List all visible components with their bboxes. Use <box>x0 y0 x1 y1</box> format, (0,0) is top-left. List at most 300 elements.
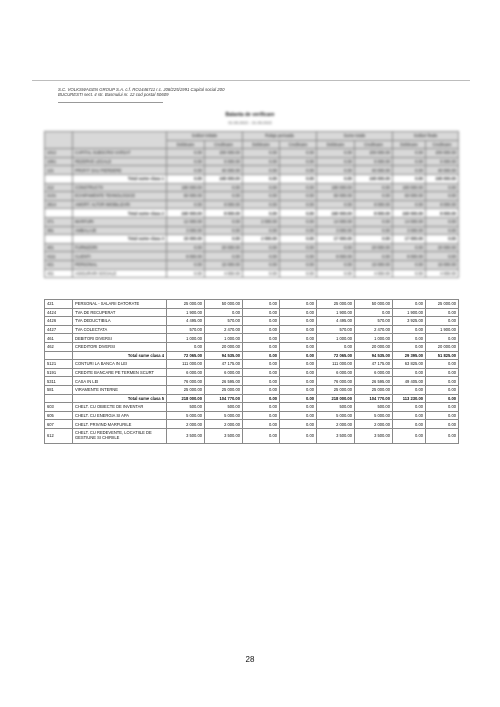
amount-cell: 6 000.00 <box>205 368 243 377</box>
amount-cell: 0.00 <box>243 360 280 369</box>
amount-cell: 0.00 <box>280 235 317 244</box>
amount-cell: 14 000.00 <box>317 217 355 226</box>
account-name-cell: CONTURI LA BANCA IN LEI <box>73 360 167 369</box>
amount-cell: 0.00 <box>393 368 426 377</box>
class-total-row <box>45 235 459 244</box>
amount-cell: 2 470.00 <box>355 325 393 334</box>
amount-cell: 0.00 <box>205 235 243 244</box>
amount-cell: 245 000.00 <box>205 174 243 183</box>
document-title: Balanta de verificare <box>225 112 275 118</box>
subheader: Debitoare <box>167 140 205 149</box>
amount-cell: 0.00 <box>280 166 317 175</box>
amount-cell: 200 000.00 <box>205 149 243 158</box>
amount-cell: 0.00 <box>393 149 426 158</box>
amount-cell: 8 000.00 <box>426 200 459 209</box>
amount-cell: 0.00 <box>355 308 393 317</box>
amount-cell: 8 000.00 <box>205 209 243 218</box>
amount-cell: 200 000.00 <box>355 149 393 158</box>
account-cell: 212 <box>45 183 73 192</box>
amount-cell: 2 000.00 <box>205 420 243 429</box>
amount-cell: 1 900.00 <box>317 308 355 317</box>
amount-cell: 570.00 <box>167 325 205 334</box>
amount-cell: 0.00 <box>355 192 393 201</box>
amount-cell: 8 000.00 <box>355 200 393 209</box>
table-row <box>45 368 459 377</box>
amount-cell: 0.00 <box>280 377 317 386</box>
amount-cell: 0.00 <box>280 252 317 261</box>
amount-cell: 25 000.00 <box>317 385 355 394</box>
account-cell: 371 <box>45 217 73 226</box>
account-name-cell: CHELT. CU OBIECTE DE INVENTAR <box>73 403 167 412</box>
amount-cell: 0.00 <box>426 411 459 420</box>
table-row <box>45 325 459 334</box>
amount-cell: 14 000.00 <box>393 217 426 226</box>
amount-cell: 0.00 <box>243 269 280 278</box>
account-name-cell: PERSONAL - SALARII DATORATE <box>73 300 167 309</box>
blurred-ledger-table <box>44 131 459 278</box>
amount-cell: 20 000.00 <box>355 243 393 252</box>
amount-cell: 26 595.00 <box>355 377 393 386</box>
amount-cell: 104 770.00 <box>205 394 243 403</box>
account-name-cell: PERSONAL <box>73 260 167 269</box>
amount-cell: 6 000.00 <box>355 368 393 377</box>
amount-cell: 0.00 <box>243 300 280 309</box>
document-period: 01.05.2022 - 31.05.2022 <box>228 120 272 125</box>
account-cell <box>45 351 73 360</box>
amount-cell: 0.00 <box>243 403 280 412</box>
amount-cell: 2 000.00 <box>355 420 393 429</box>
amount-cell: 25 000.00 <box>167 385 205 394</box>
amount-cell: 0.00 <box>355 235 393 244</box>
company-info <box>58 87 224 97</box>
amount-cell: 5 000.00 <box>355 157 393 166</box>
subheader: Creditoare <box>426 140 459 149</box>
amount-cell: 104 770.00 <box>355 394 393 403</box>
amount-cell: 245 000.00 <box>426 174 459 183</box>
amount-cell: 72 065.00 <box>167 351 205 360</box>
amount-cell: 0.00 <box>167 174 205 183</box>
amount-cell: 0.00 <box>243 385 280 394</box>
amount-cell: 17 000.00 <box>317 235 355 244</box>
amount-cell: 0.00 <box>280 217 317 226</box>
table-row <box>45 317 459 326</box>
amount-cell: 1 000.00 <box>205 334 243 343</box>
amount-cell: 0.00 <box>167 149 205 158</box>
account-cell <box>45 174 73 183</box>
column-group-row <box>45 132 459 141</box>
table-row <box>45 377 459 386</box>
table-row <box>45 420 459 429</box>
account-name-cell: ASIGURARI SOCIALE <box>73 269 167 278</box>
amount-cell: 0.00 <box>280 360 317 369</box>
amount-cell: 60 000.00 <box>317 192 355 201</box>
amount-cell: 40 000.00 <box>355 166 393 175</box>
table-row <box>45 260 459 269</box>
account-cell: 2131 <box>45 192 73 201</box>
account-name-cell: VIRAMENTE INTERNE <box>73 385 167 394</box>
class-total-label: Total sume clasa 4 <box>73 351 167 360</box>
amount-cell: 200 000.00 <box>426 149 459 158</box>
amount-cell: 76 000.00 <box>317 377 355 386</box>
table-row <box>45 360 459 369</box>
class-total-label: Total sume clasa 3 <box>73 235 167 244</box>
amount-cell: 6 000.00 <box>317 368 355 377</box>
amount-cell: 0.00 <box>280 209 317 218</box>
amount-cell: 2 000.00 <box>243 235 280 244</box>
account-name-cell: REZERVE LEGALE <box>73 157 167 166</box>
amount-cell: 0.00 <box>393 428 426 443</box>
amount-cell: 0.00 <box>280 428 317 443</box>
account-cell: 5311 <box>45 377 73 386</box>
amount-cell: 0.00 <box>243 308 280 317</box>
amount-cell: 0.00 <box>393 174 426 183</box>
amount-cell: 0.00 <box>167 342 205 351</box>
amount-cell: 0.00 <box>426 360 459 369</box>
account-name-cell: FURNIZORI <box>73 243 167 252</box>
amount-cell: 0.00 <box>317 149 355 158</box>
account-name-cell: AMBALAJE <box>73 226 167 235</box>
amount-cell: 218 000.00 <box>167 394 205 403</box>
amount-cell: 0.00 <box>426 235 459 244</box>
amount-cell: 5 000.00 <box>205 411 243 420</box>
account-cell: 4426 <box>45 317 73 326</box>
amount-cell: 245 000.00 <box>355 174 393 183</box>
amount-cell: 0.00 <box>280 403 317 412</box>
account-cell: 1012 <box>45 149 73 158</box>
account-header <box>45 132 73 149</box>
amount-cell: 0.00 <box>205 217 243 226</box>
amount-cell: 0.00 <box>243 243 280 252</box>
amount-cell: 3 000.00 <box>317 226 355 235</box>
amount-cell: 0.00 <box>393 157 426 166</box>
account-cell: 607 <box>45 420 73 429</box>
amount-cell: 6 000.00 <box>167 368 205 377</box>
amount-cell: 0.00 <box>317 260 355 269</box>
amount-cell: 0.00 <box>393 325 426 334</box>
amount-cell: 0.00 <box>243 342 280 351</box>
amount-cell: 0.00 <box>280 317 317 326</box>
amount-cell: 0.00 <box>280 351 317 360</box>
amount-cell: 60 000.00 <box>167 192 205 201</box>
amount-cell: 25 000.00 <box>426 300 459 309</box>
amount-cell: 5 000.00 <box>205 157 243 166</box>
amount-cell: 0.00 <box>355 252 393 261</box>
amount-cell: 0.00 <box>243 394 280 403</box>
amount-cell: 0.00 <box>243 317 280 326</box>
amount-cell: 0.00 <box>426 217 459 226</box>
amount-cell: 0.00 <box>355 183 393 192</box>
account-name-cell: ECHIPAMENTE TEHNOLOGICE <box>73 192 167 201</box>
amount-cell: 0.00 <box>426 368 459 377</box>
amount-cell: 240 000.00 <box>167 209 205 218</box>
amount-cell: 0.00 <box>243 174 280 183</box>
table-row <box>45 166 459 175</box>
amount-cell: 0.00 <box>243 260 280 269</box>
amount-cell: 0.00 <box>426 308 459 317</box>
amount-cell: 72 065.00 <box>317 351 355 360</box>
amount-cell: 111 000.00 <box>167 360 205 369</box>
class-total-row <box>45 394 459 403</box>
amount-cell: 570.00 <box>205 317 243 326</box>
account-name-cell: TVA COLECTATA <box>73 325 167 334</box>
account-cell: 421 <box>45 300 73 309</box>
class-total-label: Total sume clasa 2 <box>73 209 167 218</box>
subheader: Creditoare <box>280 140 317 149</box>
table-row <box>45 385 459 394</box>
amount-cell: 50 000.00 <box>355 300 393 309</box>
amount-cell: 0.00 <box>280 342 317 351</box>
amount-cell: 0.00 <box>317 269 355 278</box>
amount-cell: 1 900.00 <box>426 325 459 334</box>
subheader: Debitoare <box>243 140 280 149</box>
amount-cell: 0.00 <box>426 183 459 192</box>
account-cell: 605 <box>45 411 73 420</box>
amount-cell: 0.00 <box>243 209 280 218</box>
amount-cell: 0.00 <box>280 420 317 429</box>
amount-cell: 0.00 <box>317 166 355 175</box>
amount-cell: 0.00 <box>426 252 459 261</box>
amount-cell: 2 000.00 <box>243 217 280 226</box>
amount-cell: 4 000.00 <box>205 269 243 278</box>
amount-cell: 94 535.00 <box>355 351 393 360</box>
amount-cell: 2 000.00 <box>167 420 205 429</box>
amount-cell: 8 000.00 <box>355 209 393 218</box>
amount-cell: 0.00 <box>205 192 243 201</box>
account-name-cell: AMORT. ALTOR IMOBILIZARI <box>73 200 167 209</box>
amount-cell: 0.00 <box>393 342 426 351</box>
amount-cell: 1 900.00 <box>393 308 426 317</box>
amount-cell: 0.00 <box>243 377 280 386</box>
account-name-cell: CAPITAL SUBSCRIS VARSAT <box>73 149 167 158</box>
amount-cell: 0.00 <box>393 300 426 309</box>
amount-cell: 0.00 <box>243 157 280 166</box>
amount-cell: 0.00 <box>317 342 355 351</box>
account-name-cell: TVA DEDUCTIBILA <box>73 317 167 326</box>
column-group-header: Solduri initiale <box>167 132 243 141</box>
account-cell: 4427 <box>45 325 73 334</box>
amount-cell: 0.00 <box>243 420 280 429</box>
account-cell: 421 <box>45 260 73 269</box>
amount-cell: 0.00 <box>205 252 243 261</box>
amount-cell: 3 500.00 <box>355 428 393 443</box>
account-cell: 462 <box>45 342 73 351</box>
amount-cell: 8 000.00 <box>167 252 205 261</box>
amount-cell: 4 000.00 <box>355 269 393 278</box>
class-total-row <box>45 174 459 183</box>
amount-cell: 0.00 <box>243 334 280 343</box>
account-name-cell: CHELT. CU REDEVENTE, LOCATIILE DE GESTIUNE SI CHIRIILE <box>73 428 167 443</box>
account-cell: 581 <box>45 385 73 394</box>
amount-cell: 0.00 <box>280 308 317 317</box>
class-total-row <box>45 209 459 218</box>
account-cell: 4424 <box>45 308 73 317</box>
table-row <box>45 403 459 412</box>
table-row <box>45 226 459 235</box>
subheader: Debitoare <box>393 140 426 149</box>
amount-cell: 0.00 <box>280 411 317 420</box>
table-row <box>45 157 459 166</box>
account-cell <box>45 235 73 244</box>
amount-cell: 180 000.00 <box>317 183 355 192</box>
account-name-cell: TVA DE RECUPERAT <box>73 308 167 317</box>
amount-cell: 5 000.00 <box>317 411 355 420</box>
amount-cell: 0.00 <box>243 192 280 201</box>
amount-cell: 8 000.00 <box>205 200 243 209</box>
amount-cell: 76 000.00 <box>167 377 205 386</box>
company-line-1: S.C. VOLKSWAGEN GROUP S.A. c.f. RO1446711 r.c. J08/225/1991 Capital social 200 <box>58 87 225 92</box>
amount-cell: 60 000.00 <box>393 192 426 201</box>
table-row <box>45 334 459 343</box>
account-cell: 5191 <box>45 368 73 377</box>
amount-cell: 0.00 <box>243 411 280 420</box>
account-name-cell: CONSTRUCTII <box>73 183 167 192</box>
amount-cell: 40 000.00 <box>426 166 459 175</box>
amount-cell: 5 000.00 <box>355 411 393 420</box>
amount-cell: 0.00 <box>393 200 426 209</box>
amount-cell: 47 175.00 <box>205 360 243 369</box>
amount-cell: 111 000.00 <box>317 360 355 369</box>
amount-cell: 20 000.00 <box>205 342 243 351</box>
amount-cell: 25 000.00 <box>355 385 393 394</box>
amount-cell: 0.00 <box>280 226 317 235</box>
class-total-label: Total sume clasa 1 <box>73 174 167 183</box>
account-name-cell: CREDITE BANCARE PE TERMEN SCURT <box>73 368 167 377</box>
amount-cell: 1 900.00 <box>167 308 205 317</box>
page-number: 28 <box>245 655 255 664</box>
amount-cell: 3 500.00 <box>205 428 243 443</box>
ledger-table <box>44 299 459 444</box>
amount-cell: 0.00 <box>280 192 317 201</box>
amount-cell: 0.00 <box>243 252 280 261</box>
amount-cell: 20 000.00 <box>426 243 459 252</box>
table-row <box>45 269 459 278</box>
subheader: Creditoare <box>205 140 243 149</box>
amount-cell: 0.00 <box>355 217 393 226</box>
amount-cell: 1 000.00 <box>167 334 205 343</box>
amount-cell: 0.00 <box>280 368 317 377</box>
amount-cell: 0.00 <box>280 334 317 343</box>
amount-cell: 113 230.00 <box>393 394 426 403</box>
amount-cell: 0.00 <box>205 226 243 235</box>
amount-cell: 47 175.00 <box>355 360 393 369</box>
amount-cell: 218 000.00 <box>317 394 355 403</box>
amount-cell: 0.00 <box>426 317 459 326</box>
amount-cell: 20 000.00 <box>205 243 243 252</box>
amount-cell: 0.00 <box>243 325 280 334</box>
amount-cell: 0.00 <box>167 157 205 166</box>
class-total-row <box>45 351 459 360</box>
amount-cell: 0.00 <box>167 243 205 252</box>
name-header <box>73 132 167 149</box>
amount-cell: 0.00 <box>167 260 205 269</box>
amount-cell: 29 395.00 <box>393 351 426 360</box>
amount-cell: 8 000.00 <box>317 252 355 261</box>
table-row <box>45 217 459 226</box>
amount-cell: 180 000.00 <box>393 183 426 192</box>
amount-cell: 0.00 <box>280 300 317 309</box>
amount-cell: 240 000.00 <box>393 209 426 218</box>
amount-cell: 0.00 <box>426 403 459 412</box>
class-total-label: Total sume clasa 5 <box>73 394 167 403</box>
amount-cell: 0.00 <box>280 325 317 334</box>
account-cell: 121 <box>45 166 73 175</box>
column-group-header: Solduri finale <box>393 132 459 141</box>
amount-cell: 0.00 <box>426 334 459 343</box>
table-row <box>45 411 459 420</box>
account-cell: 381 <box>45 226 73 235</box>
amount-cell: 0.00 <box>393 420 426 429</box>
account-cell <box>45 209 73 218</box>
table-row <box>45 243 459 252</box>
amount-cell: 3 000.00 <box>167 226 205 235</box>
table-row <box>45 200 459 209</box>
amount-cell: 0.00 <box>393 260 426 269</box>
account-cell: 401 <box>45 243 73 252</box>
amount-cell: 0.00 <box>317 174 355 183</box>
amount-cell: 15 000.00 <box>205 260 243 269</box>
amount-cell: 0.00 <box>280 385 317 394</box>
amount-cell: 3 000.00 <box>393 226 426 235</box>
amount-cell: 0.00 <box>393 334 426 343</box>
amount-cell: 0.00 <box>426 226 459 235</box>
subheader: Debitoare <box>317 140 355 149</box>
amount-cell: 15 000.00 <box>355 260 393 269</box>
table-row <box>45 252 459 261</box>
amount-cell: 4 000.00 <box>426 269 459 278</box>
amount-cell: 0.00 <box>243 368 280 377</box>
amount-cell: 0.00 <box>243 149 280 158</box>
account-cell: 461 <box>45 334 73 343</box>
amount-cell: 8 000.00 <box>426 209 459 218</box>
amount-cell: 500.00 <box>167 403 205 412</box>
amount-cell: 0.00 <box>426 428 459 443</box>
account-name-cell: CHELT. PRIVIND MARFURILE <box>73 420 167 429</box>
amount-cell: 0.00 <box>243 351 280 360</box>
amount-cell: 0.00 <box>243 226 280 235</box>
amount-cell: 3 500.00 <box>167 428 205 443</box>
account-name-cell: PROFIT SAU PIERDERE <box>73 166 167 175</box>
amount-cell: 0.00 <box>243 166 280 175</box>
amount-cell: 15 000.00 <box>167 235 205 244</box>
amount-cell: 0.00 <box>393 385 426 394</box>
table-row <box>45 428 459 443</box>
amount-cell: 500.00 <box>355 403 393 412</box>
amount-cell: 0.00 <box>426 420 459 429</box>
company-line-2: BUCURESTI sect. 4 str. Basmului nr. 12 cod postal 50609 <box>58 92 169 98</box>
amount-cell: 0.00 <box>243 183 280 192</box>
amount-cell: 500.00 <box>317 403 355 412</box>
amount-cell: 0.00 <box>426 192 459 201</box>
amount-cell: 0.00 <box>167 269 205 278</box>
amount-cell: 0.00 <box>280 243 317 252</box>
column-group-header: Rulaje perioada <box>243 132 317 141</box>
amount-cell: 25 000.00 <box>317 300 355 309</box>
amount-cell: 51 825.00 <box>426 351 459 360</box>
amount-cell: 0.00 <box>280 183 317 192</box>
table-row <box>45 342 459 351</box>
amount-cell: 5 000.00 <box>426 157 459 166</box>
amount-cell: 0.00 <box>167 166 205 175</box>
amount-cell: 4 495.00 <box>317 317 355 326</box>
amount-cell: 4 495.00 <box>167 317 205 326</box>
amount-cell: 25 000.00 <box>167 300 205 309</box>
amount-cell: 0.00 <box>243 200 280 209</box>
amount-cell: 3 500.00 <box>317 428 355 443</box>
table-row <box>45 183 459 192</box>
column-group-header: Sume totale <box>317 132 393 141</box>
amount-cell: 570.00 <box>355 317 393 326</box>
amount-cell: 0.00 <box>426 385 459 394</box>
